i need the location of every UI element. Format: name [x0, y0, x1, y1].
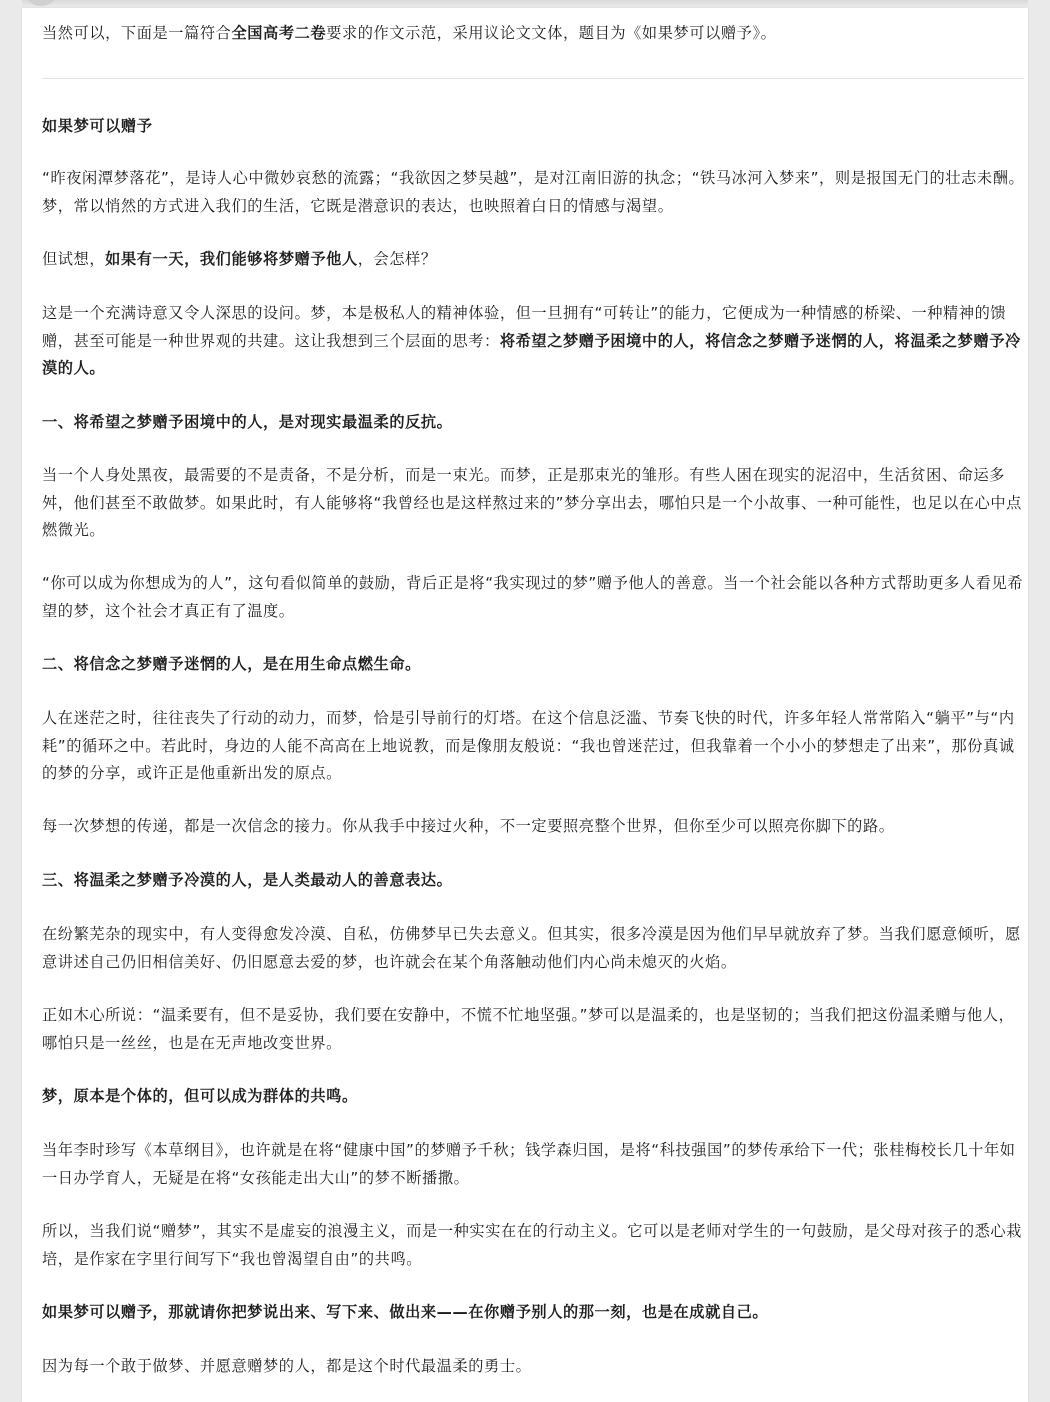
top-shadow [0, 0, 1050, 8]
paragraph-3 [42, 300, 1026, 383]
paragraph-10: 当年李时珍写《本草纲目》，也许就是在将“健康中国”的梦赠予千秋；钱学森归国，是将“科技强国”的梦传承给下一代；张桂梅校长几十年如一日办学育人，无疑是在将“女孩能走出大山”的梦不断播撒。 [42, 1141, 1016, 1187]
paragraph-2-bold: 如果有一天，我们能够将梦赠予他人 [105, 250, 358, 268]
paragraph-2-a: 但试想， [42, 250, 106, 268]
paragraph-11: 所以，当我们说“赠梦”，其实不是虚妄的浪漫主义，而是一种实实在在的行动主义。它可以是老师对学生的一句鼓励，是父母对孩子的悉心栽培，是作家在字里行间写下“我也曾渴望自由”的共鸣。 [42, 1222, 1022, 1268]
paragraph-1: “昨夜闲潭梦落花”，是诗人心中微妙哀愁的流露；“我欲因之梦吴越”，是对江南旧游的执念；“铁马冰河入梦来”，则是报国无门的壮志未酬。梦，常以悄然的方式进入我们的生活，它既是潜意识的表达，也映照着白日的情感与渴望。 [42, 169, 1025, 215]
intro-text-a: 当然可以，下面是一篇符合 [42, 24, 232, 42]
paragraph-8: 在纷繁芜杂的现实中，有人变得愈发冷漠、自私，仿佛梦早已失去意义。但其实，很多冷漠是因为他们早早就放弃了梦。当我们愿意倾听，愿意讲述自己仍旧相信美好、仍旧愿意去爱的梦，也许就会在某个角落触动他们内心尚未熄灭的火焰。 [42, 925, 1021, 971]
paragraph-3-bold: 将希望之梦赠予困境中的人，将信念之梦赠予迷惘的人，将温柔之梦赠予冷漠的人。 [42, 331, 1021, 377]
paragraph-7: 每一次梦想的传递，都是一次信念的接力。你从我手中接过火种，不一定要照亮整个世界，但你至少可以照亮你脚下的路。 [42, 817, 895, 835]
intro-text-c: 要求的作文示范，采用议论文文体，题目为《如果梦可以赠予》。 [326, 24, 777, 42]
section-heading-4: 梦，原本是个体的，但可以成为群体的共鸣。 [42, 1087, 358, 1105]
section-heading-3: 三、将温柔之梦赠予冷漠的人，是人类最动人的善意表达。 [42, 871, 453, 889]
right-margin [1028, 0, 1050, 1402]
paragraph-9: 正如木心所说：“温柔要有，但不是妥协，我们要在安静中，不慌不忙地坚强。”梦可以是温柔的，也是坚韧的；当我们把这份温柔赠与他人，哪怕只是一丝丝，也是在无声地改变世界。 [42, 1006, 1015, 1052]
paragraph-6: 人在迷茫之时，往往丧失了行动的动力，而梦，恰是引导前行的灯塔。在这个信息泛滥、节奏飞快的时代，许多年轻人常常陷入“躺平”与“内耗”的循环之中。若此时，身边的人能不高高在上地说教，而是像朋友般说：“我也曾迷茫过，但我靠着一个小小的梦想走了出来”，那份真诚的梦的分享，或许正是他重新出发的原点。 [42, 709, 1015, 782]
intro-text-bold: 全国高考二卷 [231, 24, 327, 42]
section-heading-1: 一、将希望之梦赠予困境中的人，是对现实最温柔的反抗。 [42, 413, 453, 431]
article-title: 如果梦可以赠予 [42, 117, 153, 135]
paragraph-12: 因为每一个敢于做梦、并愿意赠梦的人，都是这个时代最温柔的勇士。 [42, 1357, 532, 1375]
paragraph-5: “你可以成为你想成为的人”，这句看似简单的鼓励，背后正是将“我实现过的梦”赠予他人的善意。当一个社会能以各种方式帮助更多人看见希望的梦，这个社会才真正有了温度。 [42, 574, 1024, 620]
paragraph-2-c: ，会怎样？ [357, 250, 437, 268]
paragraph-3-a: 这是一个充满诗意又令人深思的设问。梦，本是极私人的精神体验，但一旦拥有“可转让”的能力，它便成为一种情感的桥梁、一种精神的馈赠，甚至可能是一种世界观的共建。这让我想到三个层面的思考： [42, 304, 1007, 350]
intro-paragraph [42, 20, 1026, 48]
paragraph-2 [42, 246, 1026, 274]
section-heading-2: 二、将信念之梦赠予迷惘的人，是在用生命点燃生命。 [42, 655, 421, 673]
divider [42, 78, 1024, 79]
paragraph-4: 当一个人身处黑夜，最需要的不是责备，不是分析，而是一束光。而梦，正是那束光的雏形。有些人困在现实的泥沼中，生活贫困、命运多舛，他们甚至不敢做梦。如果此时，有人能够将“我曾经也是这样熬过来的”梦分享出去，哪怕只是一个小故事、一种可能性，也足以在心中点燃微光。 [42, 466, 1022, 539]
left-margin [0, 0, 22, 1402]
section-heading-5: 如果梦可以赠予，那就请你把梦说出来、写下来、做出来——在你赠予别人的那一刻，也是在成就自己。 [42, 1303, 769, 1321]
chat-response-card [22, 8, 1028, 1402]
